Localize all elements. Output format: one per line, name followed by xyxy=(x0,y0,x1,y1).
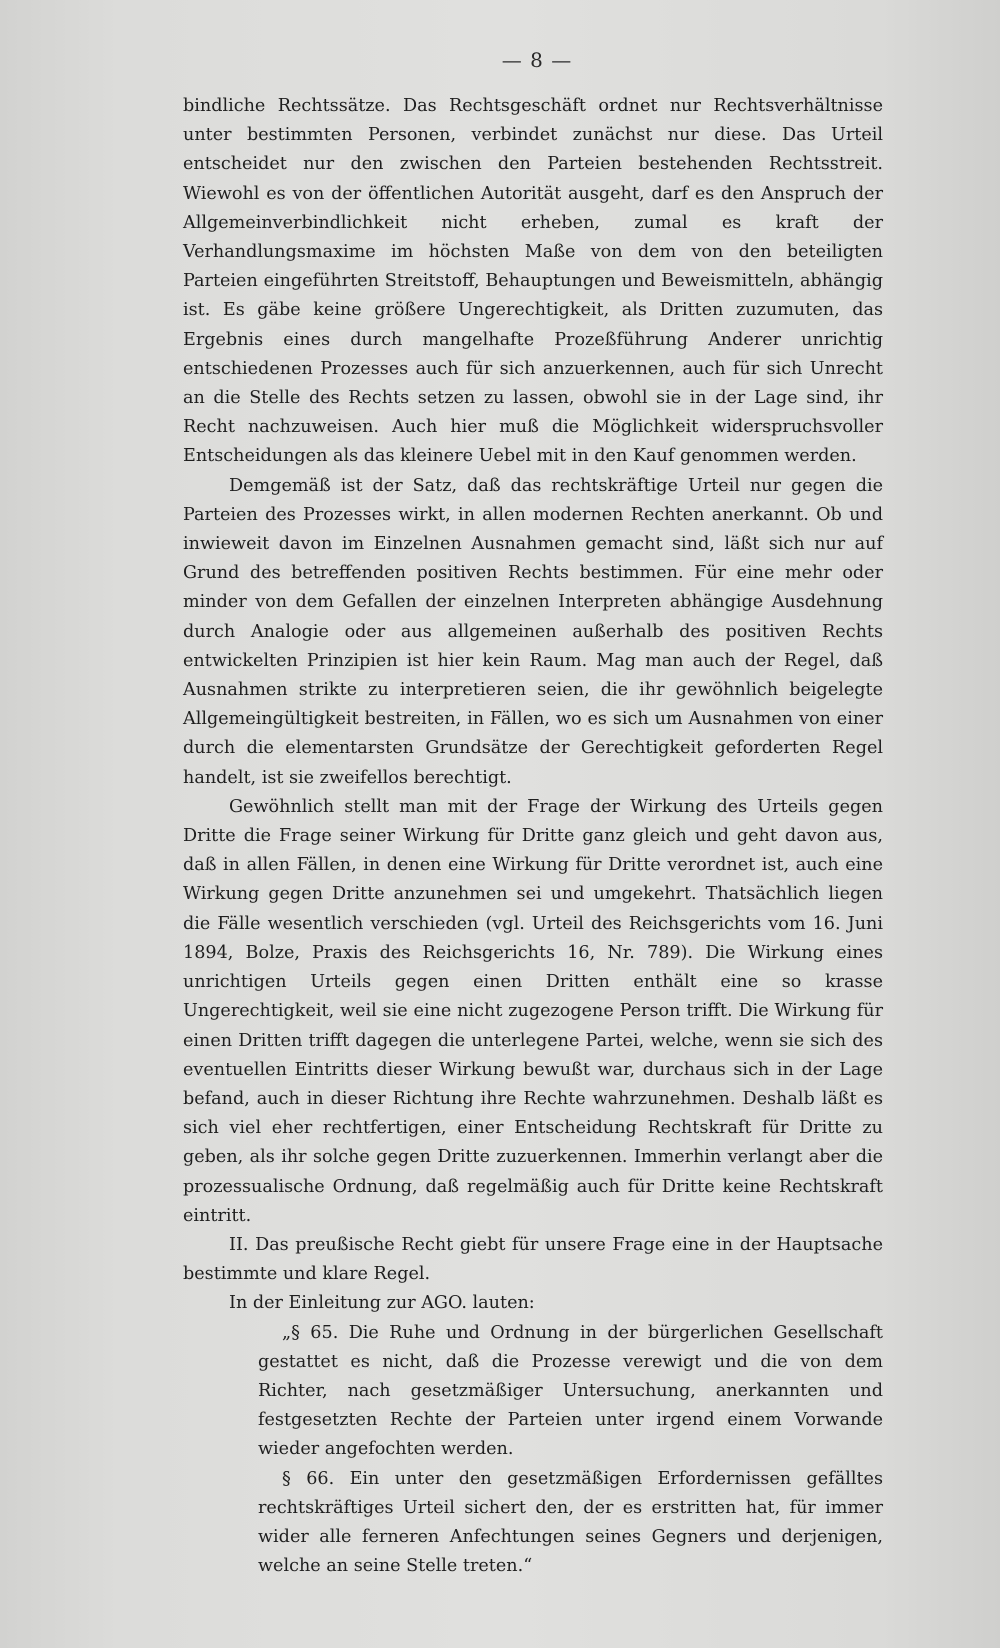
paragraph: Gewöhnlich stellt man mit der Frage der Wirkung des Urteils gegen Dritte die Frage seiner Wirkung für Dritte ganz gleich und geht davon aus, daß in allen Fällen, in denen eine Wirkung für Dritte verordnet ist, auch eine Wirkung gegen Dritte anzunehmen sei und umgekehrt. Thatsächlich liegen die Fälle wesentlich verschieden (vgl. Urteil des Reichsgerichts vom 16. Juni 1894, Bolze, Praxis des Reichsgerichts 16, Nr. 789). Die Wirkung eines unrichtigen Urteils gegen einen Dritten enthält eine so krasse Ungerechtigkeit, weil sie eine nicht zugezogene Person trifft. Die Wirkung für einen Dritten trifft dagegen die unterlegene Partei, welche, wenn sie sich des eventuellen Eintritts dieser Wirkung bewußt war, durchaus sich in der Lage befand, auch in dieser Richtung ihre Rechte wahrzunehmen. Deshalb läßt es sich viel eher rechtfertigen, einer Entscheidung Rechtskraft für Dritte zu geben, als ihr solche gegen Dritte zuzuerkennen. Immerhin verlangt aber die prozessualische Ordnung, daß regelmäßig auch für Dritte keine Rechtskraft eintritt. xyxy=(183,796,883,1226)
body-text xyxy=(183,92,883,1581)
page-number: — 8 — xyxy=(501,48,573,72)
paragraph-continuation: bindliche Rechtssätze. Das Rechtsgeschäft ordnet nur Rechtsverhältnisse unter bestimmten Personen, verbindet zunächst nur diese. Das Urteil entscheidet nur den zwischen den Parteien bestehenden Rechtsstreit. Wiewohl es von der öffentlichen Autorität ausgeht, darf es den Anspruch der Allgemeinverbindlichkeit nicht erheben, zumal es kraft der Verhandlungsmaxime im höchsten Maße von dem von den beteiligten Parteien eingeführten Streitstoff, Behauptungen und Beweismitteln, abhängig ist. Es gäbe keine größere Ungerechtigkeit, als Dritten zuzumuten, das Ergebnis eines durch mangelhafte Prozeßführung Anderer unrichtig entschiedenen Prozesses auch für sich anzuerkennen, auch für sich Unrecht an die Stelle des Rechts setzen zu lassen, obwohl sie in der Lage sind, ihr Recht nachzuweisen. Auch hier muß die Möglichkeit widerspruchsvoller Entscheidungen als das kleinere Uebel mit in den Kauf genommen werden. xyxy=(183,96,883,467)
legal-quote xyxy=(258,1319,883,1582)
quote-intro: In der Einleitung zur AGO. lauten: xyxy=(229,1293,535,1314)
paragraph: Demgemäß ist der Satz, daß das rechtskräftige Urteil nur gegen die Parteien des Prozesses wirkt, in allen modernen Rechten anerkannt. Ob und inwieweit davon im Einzelnen Ausnahmen gemacht sind, läßt sich nur auf Grund des betreffenden positiven Rechts bestimmen. Für eine mehr oder minder von dem Gefallen der einzelnen Interpreten abhängige Ausdehnung durch Analogie oder aus allgemeinen außerhalb des positiven Rechts entwickelten Prinzipien ist hier kein Raum. Mag man auch der Regel, daß Ausnahmen strikte zu interpretieren seien, die ihr gewöhnlich beigelegte Allgemeingültigkeit bestreiten, in Fällen, wo es sich um Ausnahmen von einer durch die elementarsten Grundsätze der Gerechtigkeit geforderten Regel handelt, ist sie zweifellos berechtigt. xyxy=(183,475,883,788)
section-heading-paragraph: II. Das preußische Recht giebt für unsere Frage eine in der Hauptsache bestimmte und klare Regel. xyxy=(183,1234,883,1285)
quote-paragraph-66: § 66. Ein unter den gesetzmäßigen Erfordernissen gefälltes rechtskräftiges Urteil sichert den, der es erstritten hat, für immer wider alle ferneren Anfechtungen seines Gegners und derjenigen, welche an seine Stelle treten.“ xyxy=(258,1468,883,1577)
quote-paragraph-65: „§ 65. Die Ruhe und Ordnung in der bürgerlichen Gesellschaft gestattet es nicht, daß die Prozesse verewigt und die von dem Richter, nach gesetzmäßiger Untersuchung, anerkannten und festgesetzten Rechte der Parteien unter irgend einem Vorwande wieder angefochten werden. xyxy=(258,1322,883,1460)
